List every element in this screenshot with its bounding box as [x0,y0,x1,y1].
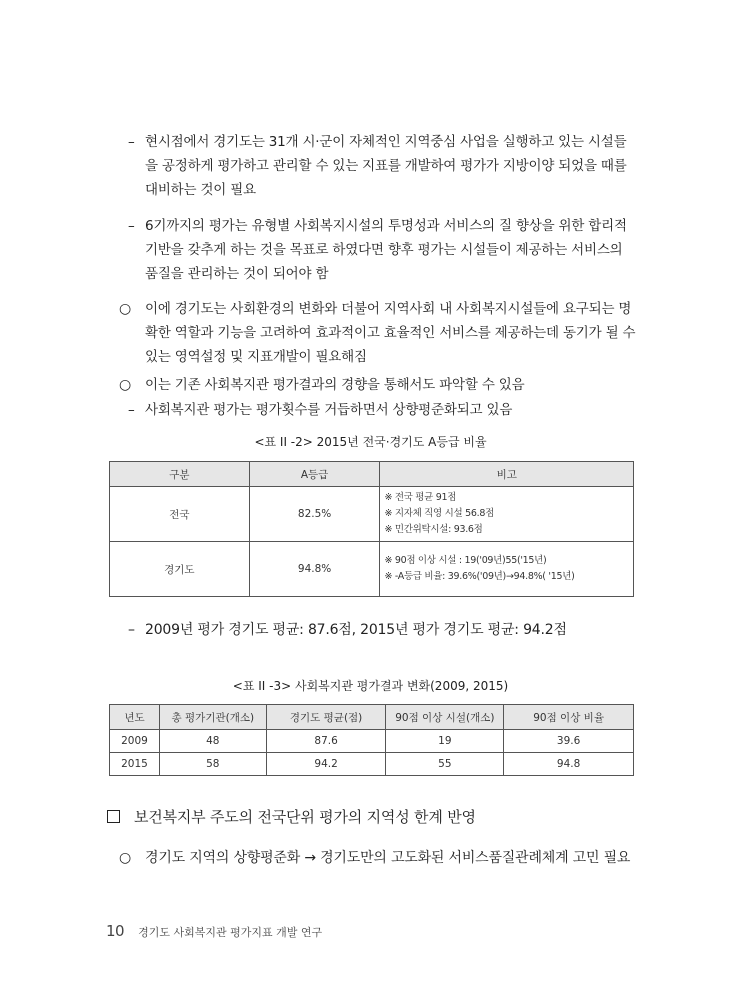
cell-value: 94.8% [249,542,380,597]
dash-marker: – [128,402,135,418]
cell: 58 [159,753,266,776]
header-category: 구분 [110,462,250,487]
dash-marker: – [128,134,135,150]
bullet-item-averages [128,618,638,642]
bullet-item-current-situation [128,130,638,202]
grade-ratio-table [109,461,634,597]
cell: 2015 [110,753,160,776]
square-bullet-icon [107,810,120,823]
header-total-institutions: 총 평가기관(개소) [159,705,266,730]
table-header-row [110,705,634,730]
cell: 19 [386,730,504,753]
table-row [110,487,634,542]
cell: 87.6 [266,730,386,753]
table-row [110,753,634,776]
page-number: 10 [106,922,125,940]
cell: 94.2 [266,753,386,776]
header-remarks: 비고 [380,462,634,487]
bullet-item-upward-leveling [128,398,638,422]
circle-item-trend [119,373,639,397]
table-row [110,730,634,753]
dash-marker: – [128,218,135,234]
cell-region: 경기도 [110,542,250,597]
cell-notes [380,542,634,597]
page-footer [106,922,322,940]
cell-value: 82.5% [249,487,380,542]
table-header-row [110,462,634,487]
paragraph-text: 경기도 지역의 상향평준화 → 경기도만의 고도화된 서비스품질관례체계 고민 필요 [145,850,631,866]
cell: 55 [386,753,504,776]
note-line: ※ 전국 평균 91점 [384,492,457,503]
header-over-90-count: 90점 이상 시설(개소) [386,705,504,730]
cell: 39.6 [504,730,634,753]
header-a-grade: A등급 [249,462,380,487]
document-title: 경기도 사회복지관 평가지표 개발 연구 [138,926,323,939]
note-line: ※ 지자체 직영 시설 56.8점 [384,508,494,519]
circle-item-indicator-need [119,297,639,369]
section-heading [107,806,476,827]
cell: 48 [159,730,266,753]
cell-region: 전국 [110,487,250,542]
evaluation-results-table [109,704,634,776]
cell-notes [380,487,634,542]
paragraph-text: 이는 기존 사회복지관 평가결과의 경향을 통해서도 파악할 수 있음 [145,377,525,393]
circle-item-gyeonggi-quality [119,846,659,870]
paragraph-text: 현시점에서 경기도는 31개 시·군이 자체적인 지역중심 사업을 실행하고 있는 시설들을 공정하게 평가하고 관리할 수 있는 지표를 개발하여 평가가 지방이양 되었을 때를 대비하는 것이 필요 [145,134,627,198]
note-line: ※ -A등급 비율: 39.6%('09년)→94.8%( '15년) [384,571,575,582]
table2-caption: <표 II -3> 사회복지관 평가결과 변화(2009, 2015) [232,679,509,693]
note-line: ※ 90점 이상 시설 : 19('09년)55('15년) [384,555,547,566]
circle-marker: ○ [119,850,132,866]
note-line: ※ 민간위탁시설: 93.6점 [384,524,483,535]
table-row [110,542,634,597]
cell: 2009 [110,730,160,753]
table1-caption: <표 II -2> 2015년 전국·경기도 A등급 비율 [254,435,487,449]
paragraph-text: 6기까지의 평가는 유형별 사회복지시설의 투명성과 서비스의 질 향상을 위한 합리적 기반을 갖추게 하는 것을 목표로 하였다면 향후 평가는 시설들이 제공하는 서비스의 품질을 관리하는 것이 되어야 함 [145,218,627,282]
section-title: 보건복지부 주도의 전국단위 평가의 지역성 한계 반영 [134,808,476,826]
header-gyeonggi-average: 경기도 평균(점) [266,705,386,730]
paragraph-text: 2009년 평가 경기도 평균: 87.6점, 2015년 평가 경기도 평균: 94.2점 [145,622,567,638]
bullet-item-evaluation-goal [128,214,638,286]
circle-marker: ○ [119,301,132,317]
dash-marker: – [128,622,135,638]
paragraph-text: 사회복지관 평가는 평가횟수를 거듭하면서 상향평준화되고 있음 [145,402,513,418]
header-over-90-ratio: 90점 이상 비율 [504,705,634,730]
header-year: 년도 [110,705,160,730]
cell: 94.8 [504,753,634,776]
paragraph-text: 이에 경기도는 사회환경의 변화와 더불어 지역사회 내 사회복지시설들에 요구되는 명확한 역할과 기능을 고려하여 효과적이고 효율적인 서비스를 제공하는데 동기가 될 수 있는 영역설정 및 지표개발이 필요해짐 [145,301,636,365]
circle-marker: ○ [119,377,132,393]
